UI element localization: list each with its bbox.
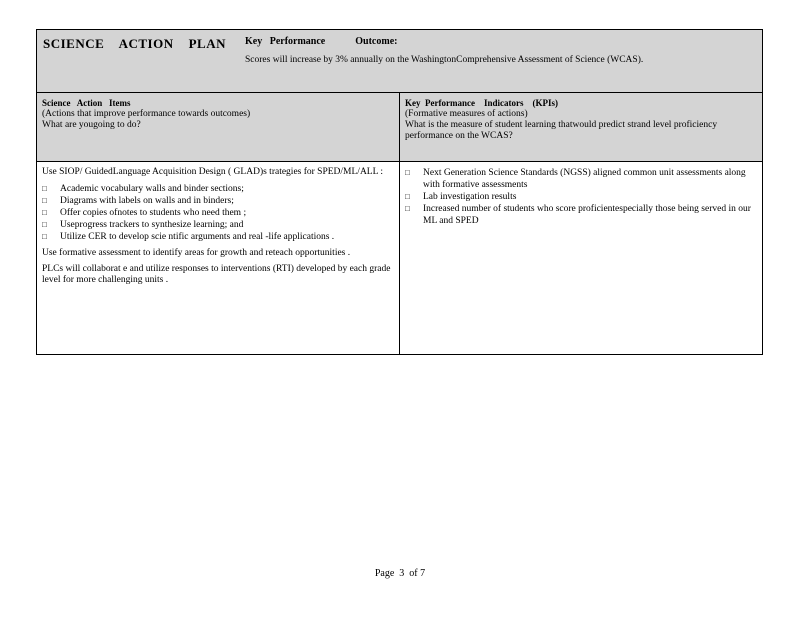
- list-item-text: Academic vocabulary walls and binder sections;: [60, 184, 244, 194]
- checkbox-bullet-icon: □: [405, 204, 410, 213]
- list-item-text: Lab investigation results: [423, 192, 517, 202]
- kpi-title: Key Performance Indicators (KPIs): [405, 98, 558, 108]
- checkbox-bullet-icon: □: [42, 184, 47, 193]
- checkbox-bullet-icon: □: [405, 192, 410, 201]
- plan-body-row: [37, 162, 762, 354]
- list-item-text: Utilize CER to develop scie ntific arguments and real -life applications .: [60, 232, 335, 242]
- plan-title: SCIENCE ACTION PLAN: [43, 36, 226, 51]
- kpi-question: What is the measure of student learning thatwould predict strand level proficiency performance on the WCAS?: [405, 120, 718, 141]
- list-item-text: Diagrams with labels on walls and in binders;: [60, 196, 234, 206]
- list-item: [405, 203, 757, 227]
- strategy-intro: Use SIOP/ GuidedLanguage Acquisition Design ( GLAD)s trategies for SPED/ML/ALL :: [42, 167, 384, 177]
- list-item: [405, 191, 757, 203]
- outcome-statement: Scores will increase by 3% annually on the WashingtonComprehensive Assessment of Science (WCAS).: [245, 55, 644, 65]
- plan-header-row: [37, 30, 762, 93]
- action-items-question: What are yougoing to do?: [42, 120, 141, 130]
- list-item-text: Increased number of students who score proficientespecially those being served in our ML and SPED: [423, 204, 751, 226]
- formative-assessment-paragraph: Use formative assessment to identify areas for growth and reteach opportunities .: [42, 248, 351, 258]
- checkbox-bullet-icon: □: [42, 220, 47, 229]
- checkbox-bullet-icon: □: [42, 232, 47, 241]
- action-items-cell: [37, 162, 400, 354]
- list-item: [405, 167, 757, 191]
- list-item: [42, 195, 394, 207]
- strategy-list: [42, 183, 394, 243]
- checkbox-bullet-icon: □: [405, 168, 410, 177]
- list-item: [42, 219, 394, 231]
- kpi-list: [405, 167, 757, 227]
- list-item-text: Next Generation Science Standards (NGSS) aligned common unit assessments along with formative assessments: [423, 168, 746, 190]
- list-item: [42, 207, 394, 219]
- kpi-subtitle: (Formative measures of actions): [405, 109, 528, 119]
- checkbox-bullet-icon: □: [42, 208, 47, 217]
- science-action-plan-table: [36, 29, 763, 355]
- plc-paragraph: PLCs will collaborat e and utilize responses to interventions (RTI) developed by each grade level for more challenging units .: [42, 264, 391, 285]
- checkbox-bullet-icon: □: [42, 196, 47, 205]
- page-number: Page 3 of 7: [374, 568, 426, 579]
- column-headers-row: [37, 93, 762, 162]
- list-item: [42, 183, 394, 195]
- outcome-label-right: Outcome:: [355, 36, 398, 47]
- list-item: [42, 231, 394, 243]
- action-items-title: Science Action Items: [42, 98, 131, 108]
- list-item-text: Useprogress trackers to synthesize learning; and: [60, 220, 244, 230]
- key-performance-outcome-label: [245, 36, 397, 47]
- action-items-subtitle: (Actions that improve performance towards outcomes): [42, 109, 251, 119]
- kpi-cell: [400, 162, 762, 354]
- kpi-header: [400, 93, 762, 161]
- outcome-label-left: Key Performance: [245, 36, 326, 47]
- action-items-header: [37, 93, 400, 161]
- list-item-text: Offer copies ofnotes to students who need them ;: [60, 208, 247, 218]
